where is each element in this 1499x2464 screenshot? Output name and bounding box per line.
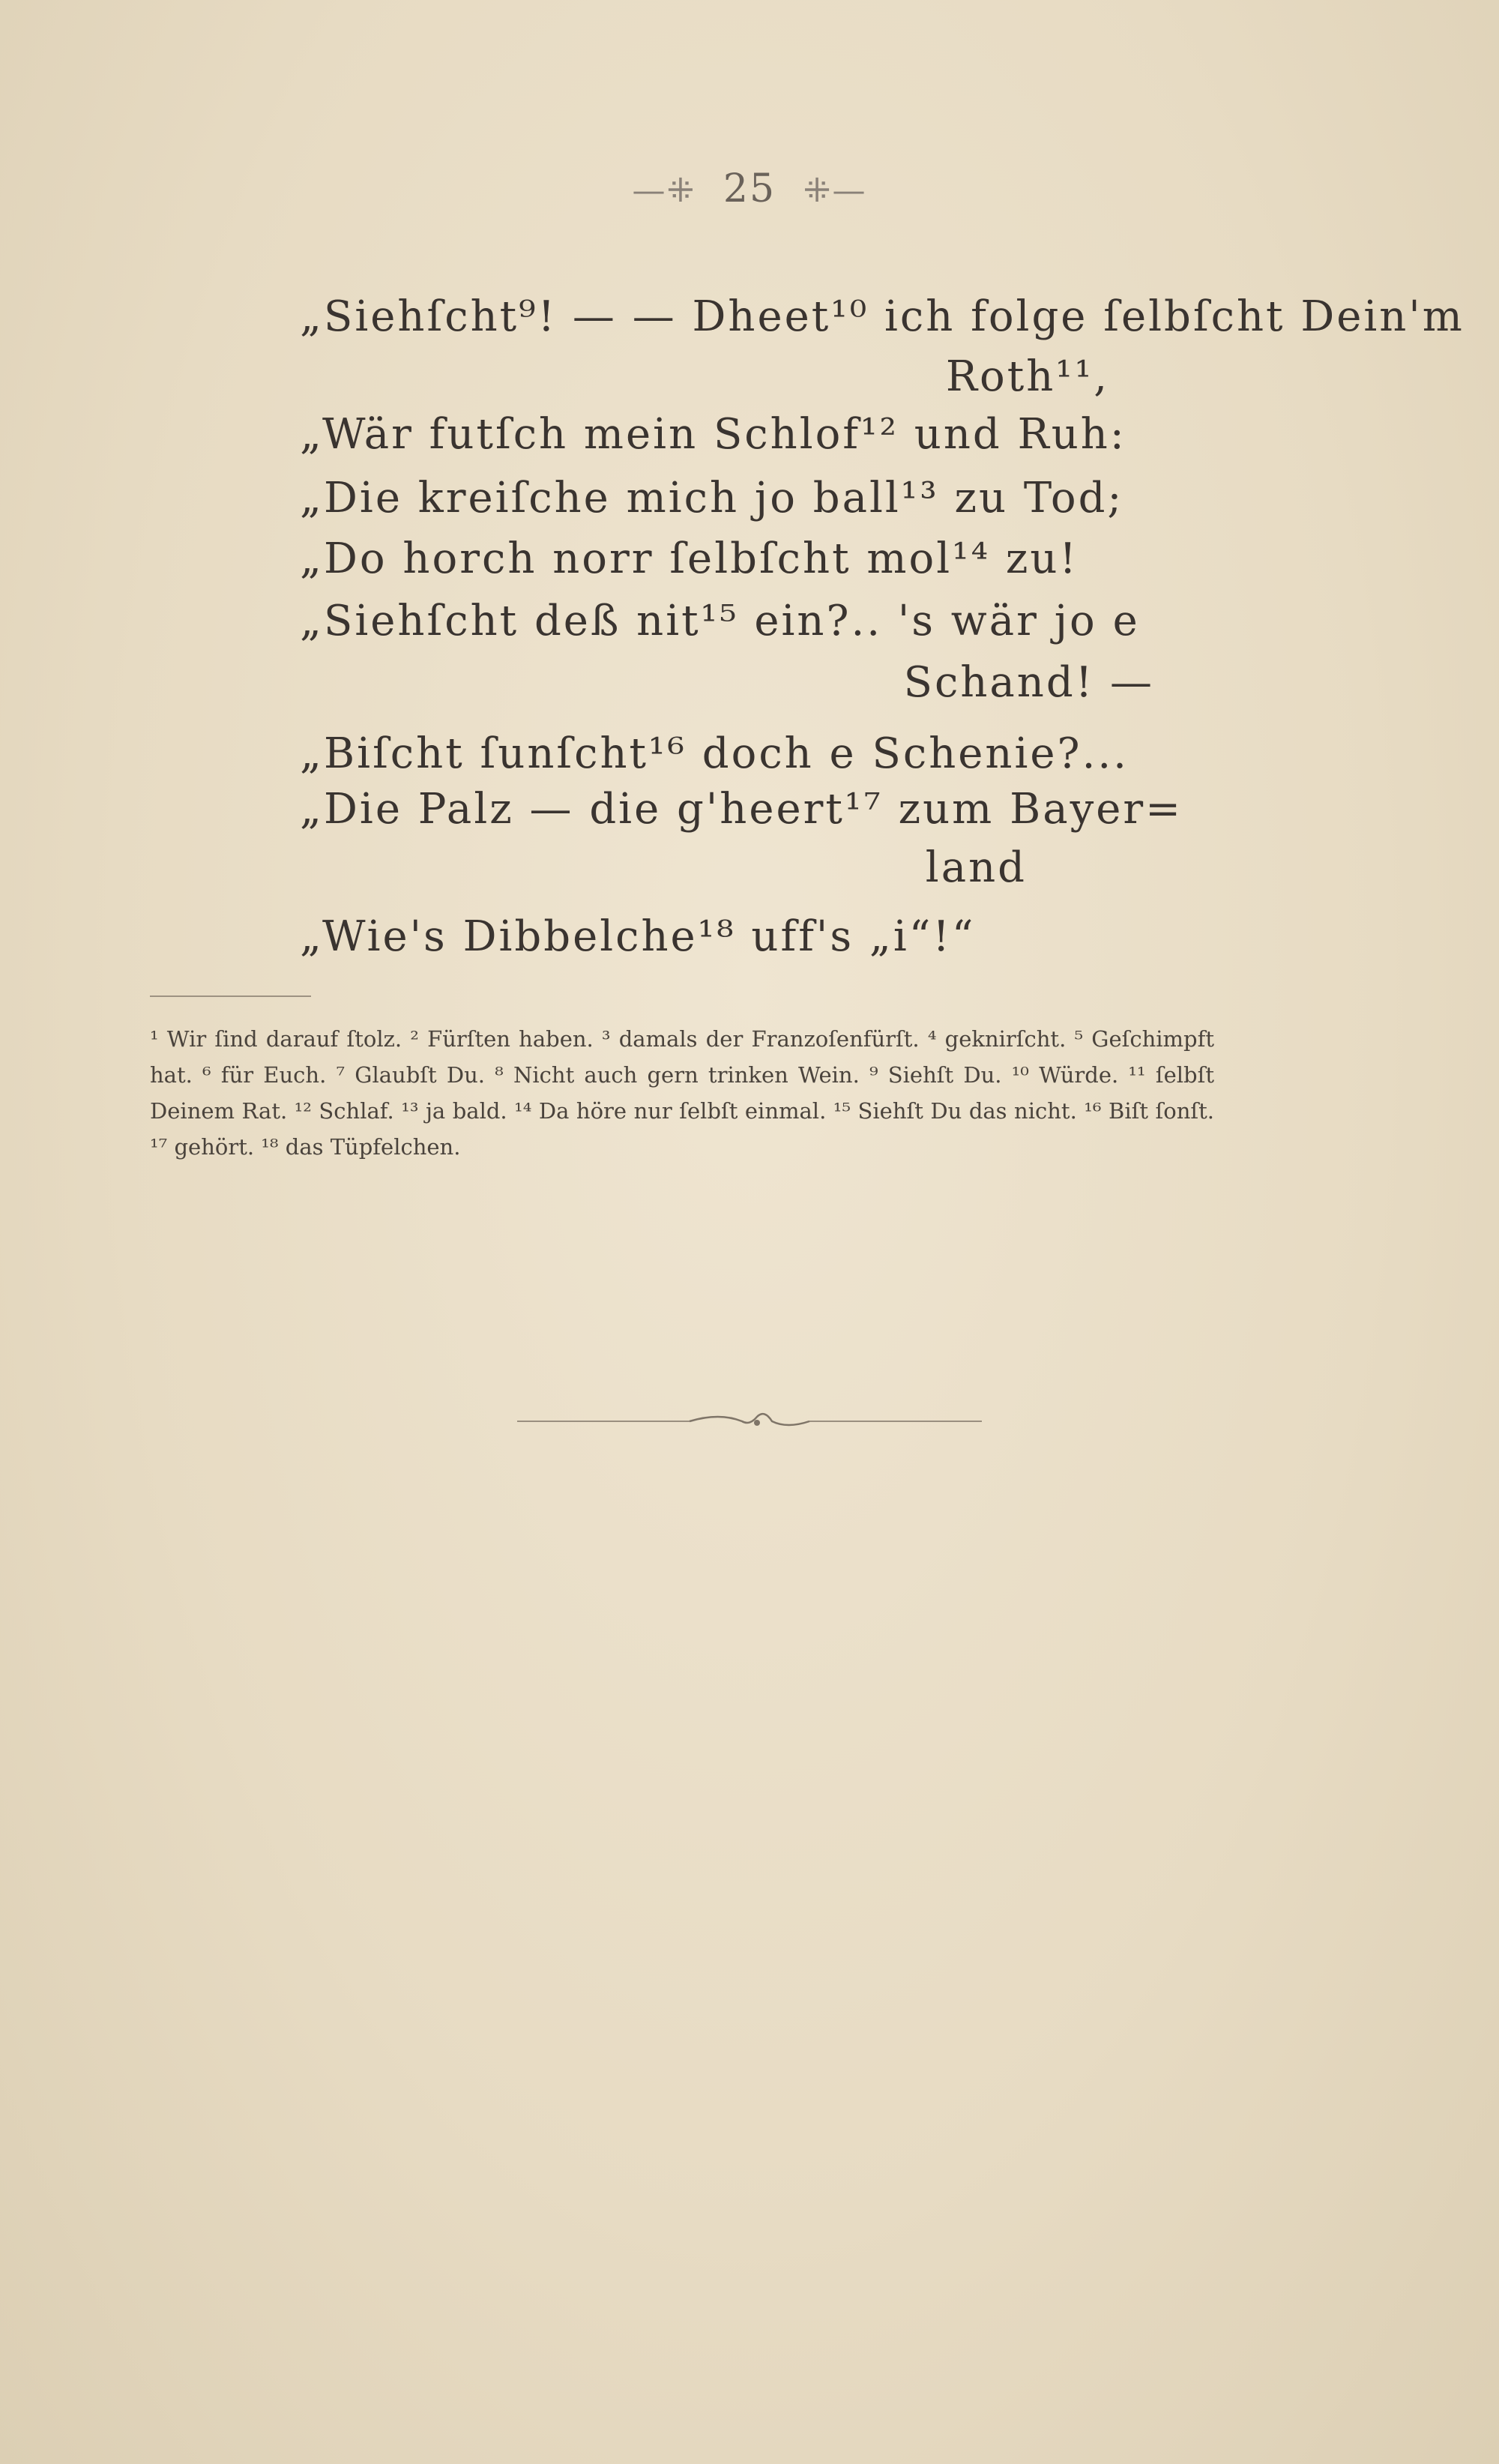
verse-line: „Siehſcht⁹! — — Dheet¹⁰ ich folge ſelbſcht Dein'm xyxy=(300,292,1465,341)
page-number: 25 xyxy=(723,166,776,211)
verse-line: „Die kreiſche mich jo ball¹³ zu Tod; xyxy=(300,474,1124,522)
verse-line: „Do horch norr ſelbſcht mol¹⁴ zu! xyxy=(300,534,1079,583)
page-header xyxy=(0,166,1499,211)
verse-line: „Wär futſch mein Schlof¹² und Ruh: xyxy=(300,410,1126,459)
header-ornament-left: —⁜ xyxy=(632,172,696,210)
footnote-separator xyxy=(150,995,311,997)
verse-line: land xyxy=(925,843,1027,892)
verse-line: „Siehſcht deß nit¹⁵ ein?.. 's wär jo e xyxy=(300,597,1140,645)
verse-line: Schand! — xyxy=(903,658,1154,707)
verse-line: „Die Palz — die g'heert¹⁷ zum Bayer= xyxy=(300,785,1183,834)
header-ornament-right: ⁜— xyxy=(803,172,867,210)
verse-line: Roth¹¹, xyxy=(945,352,1109,401)
end-ornament xyxy=(517,1406,982,1436)
verse-line: „Biſcht ſunſcht¹⁶ doch e Schenie?... xyxy=(300,729,1129,778)
verse-line: „Wie's Dibbelche¹⁸ uff's „i“!“ xyxy=(300,912,976,961)
footnotes: ¹ Wir ſind darauf ſtolz. ² Fürſten haben. ³ damals der Franzoſenfürſt. ⁴ geknirſcht. ⁵ Geſchimpft hat. ⁶ für Euch. ⁷ Glaubſt Du. ⁸ Nicht auch gern trinken Wein. ⁹ Siehſt Du. ¹⁰ Würde. ¹¹ ſelbſt Deinem Rat. ¹² Schlaf. ¹³ ja bald. ¹⁴ Da höre nur ſelbſt einmal. ¹⁵ Siehſt Du das nicht. ¹⁶ Biſt ſonſt. ¹⁷ gehört. ¹⁸ das Tüpfelchen. xyxy=(150,1026,1214,1160)
